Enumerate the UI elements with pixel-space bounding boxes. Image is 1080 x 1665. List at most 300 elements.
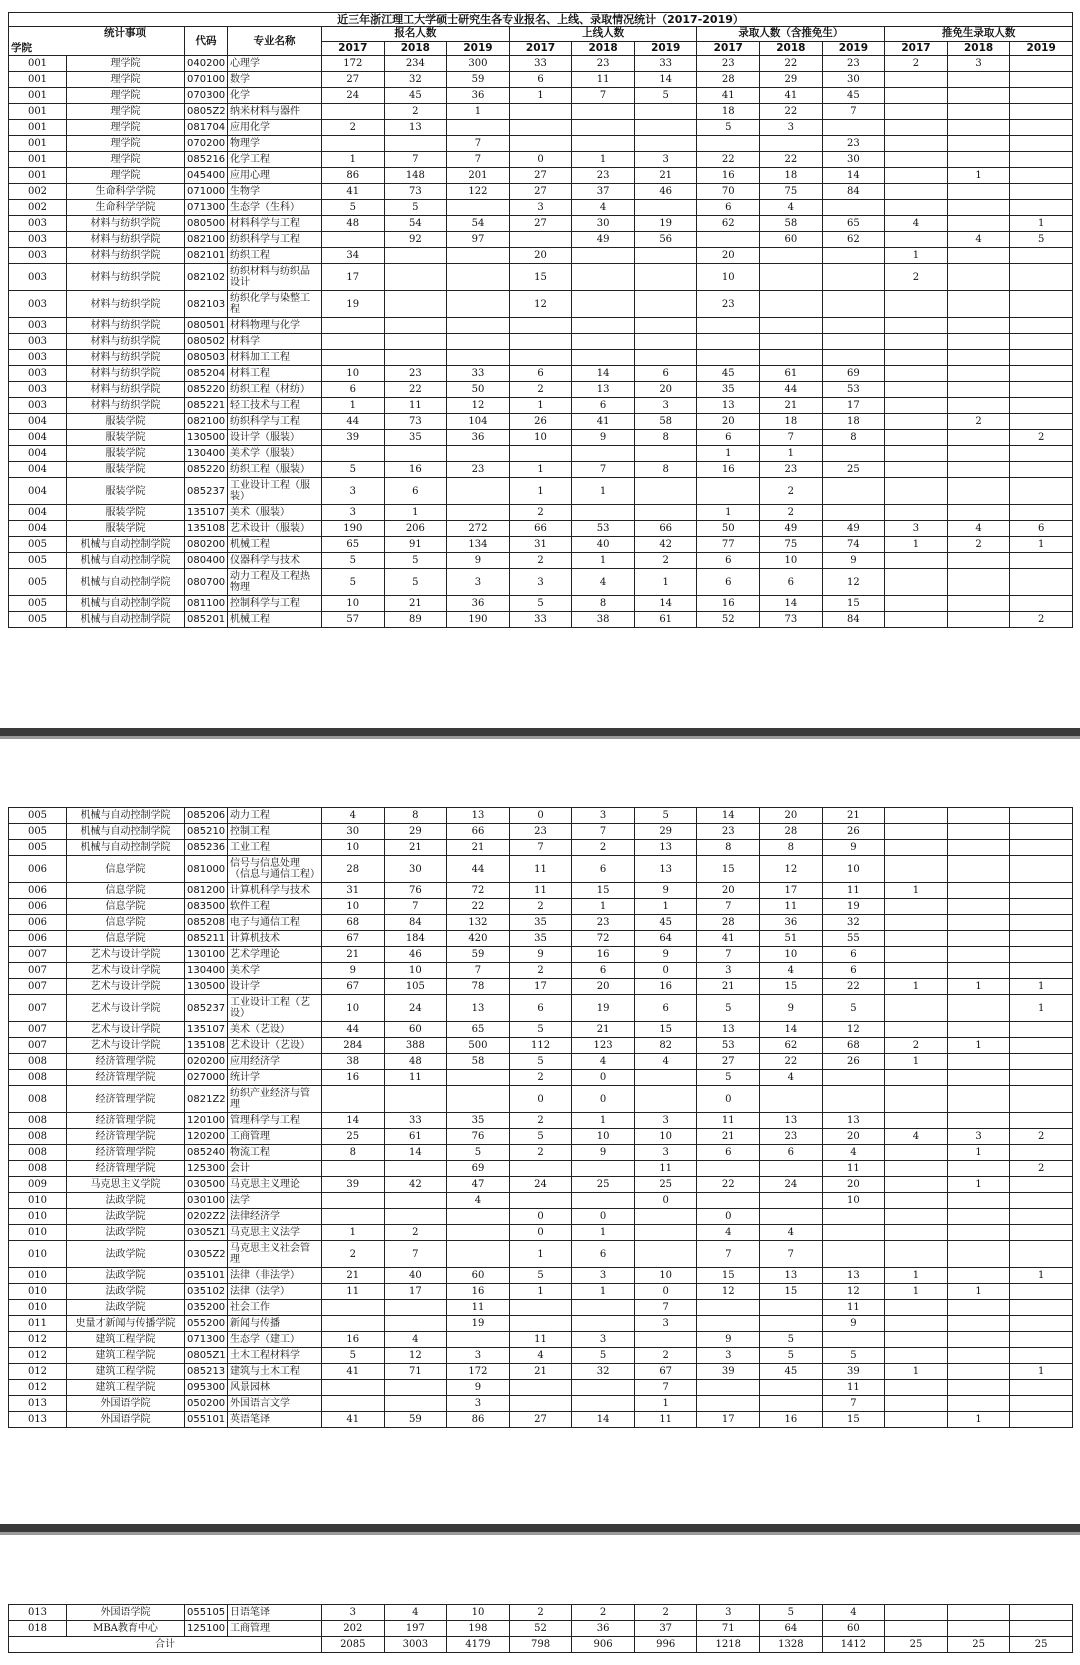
recommended-2017-cell bbox=[885, 1086, 948, 1113]
admitted-2018-cell: 22 bbox=[760, 152, 823, 168]
admitted-2019-cell: 68 bbox=[822, 1038, 885, 1054]
recommended-2017-cell bbox=[885, 1022, 948, 1038]
recommended-2017-cell: 3 bbox=[885, 521, 948, 537]
major-name-cell: 生物学 bbox=[228, 184, 322, 200]
admitted-2019-cell bbox=[822, 478, 885, 505]
recommended-2017-cell bbox=[885, 200, 948, 216]
college-code-cell: 002 bbox=[9, 200, 67, 216]
applicants-2017-cell: 41 bbox=[322, 1412, 385, 1428]
passed-2019-cell: 3 bbox=[634, 1145, 697, 1161]
college-name-cell: 法政学院 bbox=[67, 1284, 185, 1300]
applicants-2019-cell: 36 bbox=[447, 596, 510, 612]
passed-2018-cell: 2 bbox=[572, 840, 635, 856]
recommended-2018-cell bbox=[947, 1348, 1010, 1364]
passed-2017-cell: 27 bbox=[509, 216, 572, 232]
recommended-2019-cell: 1 bbox=[1010, 1364, 1073, 1380]
applicants-2019-cell bbox=[447, 291, 510, 318]
applicants-2017-cell: 25 bbox=[322, 1129, 385, 1145]
admitted-2017-cell: 27 bbox=[697, 1054, 760, 1070]
total-cell: 3003 bbox=[384, 1637, 447, 1653]
passed-2017-cell: 1 bbox=[509, 1241, 572, 1268]
applicants-2018-cell: 42 bbox=[384, 1177, 447, 1193]
major-code-cell: 045400 bbox=[185, 168, 228, 184]
recommended-2019-cell bbox=[1010, 264, 1073, 291]
admitted-2019-cell: 26 bbox=[822, 1054, 885, 1070]
applicants-2019-cell: 10 bbox=[447, 1605, 510, 1621]
passed-2019-cell: 45 bbox=[634, 915, 697, 931]
applicants-2017-cell: 3 bbox=[322, 478, 385, 505]
applicants-2017-cell: 67 bbox=[322, 979, 385, 995]
recommended-2018-cell bbox=[947, 350, 1010, 366]
passed-2019-cell: 11 bbox=[634, 1161, 697, 1177]
recommended-2017-cell bbox=[885, 1241, 948, 1268]
recommended-2019-cell: 5 bbox=[1010, 232, 1073, 248]
passed-2018-cell: 7 bbox=[572, 462, 635, 478]
applicants-2018-cell: 89 bbox=[384, 612, 447, 628]
recommended-2019-cell bbox=[1010, 334, 1073, 350]
college-code-cell: 011 bbox=[9, 1316, 67, 1332]
major-code-cell: 082103 bbox=[185, 291, 228, 318]
admitted-2017-cell: 8 bbox=[697, 840, 760, 856]
passed-2018-cell: 11 bbox=[572, 72, 635, 88]
applicants-2019-cell: 50 bbox=[447, 382, 510, 398]
admitted-2019-cell: 7 bbox=[822, 104, 885, 120]
passed-2017-cell: 35 bbox=[509, 915, 572, 931]
passed-2019-cell: 14 bbox=[634, 72, 697, 88]
passed-2017-cell: 2 bbox=[509, 505, 572, 521]
recommended-2017-cell bbox=[885, 1225, 948, 1241]
major-name-cell: 生态学（建工） bbox=[228, 1332, 322, 1348]
recommended-2019-cell bbox=[1010, 915, 1073, 931]
recommended-2018-cell bbox=[947, 1113, 1010, 1129]
college-code-cell: 001 bbox=[9, 88, 67, 104]
passed-2019-cell: 61 bbox=[634, 612, 697, 628]
major-name-cell: 仪器科学与技术 bbox=[228, 553, 322, 569]
college-name-cell: 机械与自动控制学院 bbox=[67, 569, 185, 596]
college-name-cell: 理学院 bbox=[67, 72, 185, 88]
admitted-2018-cell: 4 bbox=[760, 963, 823, 979]
passed-2018-cell: 1 bbox=[572, 1284, 635, 1300]
applicants-2018-cell: 76 bbox=[384, 883, 447, 899]
admitted-2018-cell bbox=[760, 136, 823, 152]
recommended-2018-cell bbox=[947, 1054, 1010, 1070]
passed-2019-cell: 20 bbox=[634, 382, 697, 398]
recommended-2019-cell: 1 bbox=[1010, 216, 1073, 232]
applicants-2017-cell bbox=[322, 1316, 385, 1332]
applicants-2018-cell: 73 bbox=[384, 414, 447, 430]
college-name-cell: 经济管理学院 bbox=[67, 1145, 185, 1161]
admitted-2017-cell: 3 bbox=[697, 1348, 760, 1364]
table-row bbox=[9, 291, 1073, 318]
college-name-cell: 信息学院 bbox=[67, 931, 185, 947]
passed-2017-cell: 112 bbox=[509, 1038, 572, 1054]
college-name-cell: 外国语学院 bbox=[67, 1412, 185, 1428]
major-code-cell: 081100 bbox=[185, 596, 228, 612]
passed-2017-cell: 27 bbox=[509, 1412, 572, 1428]
passed-2017-cell: 11 bbox=[509, 856, 572, 883]
applicants-2017-cell: 11 bbox=[322, 1284, 385, 1300]
college-name-cell: 理学院 bbox=[67, 56, 185, 72]
passed-2018-cell: 38 bbox=[572, 612, 635, 628]
admitted-2018-cell: 10 bbox=[760, 947, 823, 963]
college-name-cell: 生命科学学院 bbox=[67, 184, 185, 200]
major-name-cell: 美术（艺设） bbox=[228, 1022, 322, 1038]
applicants-2019-cell: 19 bbox=[447, 1316, 510, 1332]
table-row bbox=[9, 963, 1073, 979]
table-row bbox=[9, 184, 1073, 200]
admitted-2018-cell: 22 bbox=[760, 104, 823, 120]
table-row bbox=[9, 248, 1073, 264]
recommended-2019-cell bbox=[1010, 152, 1073, 168]
passed-2017-cell: 9 bbox=[509, 947, 572, 963]
major-name-cell: 数学 bbox=[228, 72, 322, 88]
college-name-cell: 法政学院 bbox=[67, 1300, 185, 1316]
passed-2017-cell: 6 bbox=[509, 366, 572, 382]
admitted-2019-cell: 53 bbox=[822, 382, 885, 398]
applicants-2017-cell bbox=[322, 1300, 385, 1316]
passed-2018-cell: 9 bbox=[572, 1145, 635, 1161]
passed-2019-cell bbox=[634, 318, 697, 334]
applicants-2017-cell: 34 bbox=[322, 248, 385, 264]
year-header: 2018 bbox=[760, 41, 823, 56]
college-name-cell: 外国语学院 bbox=[67, 1605, 185, 1621]
passed-2019-cell: 3 bbox=[634, 152, 697, 168]
passed-2018-cell: 15 bbox=[572, 883, 635, 899]
major-name-cell: 美术学 bbox=[228, 963, 322, 979]
total-cell: 2085 bbox=[322, 1637, 385, 1653]
applicants-2018-cell: 61 bbox=[384, 1129, 447, 1145]
applicants-2018-cell: 29 bbox=[384, 824, 447, 840]
college-name-cell: 材料与纺织学院 bbox=[67, 382, 185, 398]
passed-2017-cell: 2 bbox=[509, 899, 572, 915]
table-row bbox=[9, 1193, 1073, 1209]
applicants-2019-cell: 172 bbox=[447, 1364, 510, 1380]
college-code-cell: 002 bbox=[9, 184, 67, 200]
applicants-2017-cell bbox=[322, 1086, 385, 1113]
admitted-2018-cell: 13 bbox=[760, 1113, 823, 1129]
admitted-2019-cell bbox=[822, 264, 885, 291]
major-code-cell: 080503 bbox=[185, 350, 228, 366]
passed-2019-cell: 13 bbox=[634, 856, 697, 883]
recommended-2019-cell bbox=[1010, 72, 1073, 88]
major-code-cell: 071300 bbox=[185, 200, 228, 216]
recommended-2018-cell bbox=[947, 446, 1010, 462]
passed-2018-cell: 25 bbox=[572, 1177, 635, 1193]
passed-2018-cell: 4 bbox=[572, 1054, 635, 1070]
recommended-2019-cell bbox=[1010, 1022, 1073, 1038]
recommended-2019-cell bbox=[1010, 398, 1073, 414]
passed-2019-cell: 0 bbox=[634, 1193, 697, 1209]
passed-2019-cell: 14 bbox=[634, 596, 697, 612]
year-header: 2017 bbox=[697, 41, 760, 56]
major-code-cell: 0821Z2 bbox=[185, 1086, 228, 1113]
major-code-cell: 035102 bbox=[185, 1284, 228, 1300]
table-row bbox=[9, 136, 1073, 152]
major-name-cell: 生态学（生科） bbox=[228, 200, 322, 216]
college-code-cell: 008 bbox=[9, 1161, 67, 1177]
admitted-2019-cell: 20 bbox=[822, 1177, 885, 1193]
applicants-2018-cell: 206 bbox=[384, 521, 447, 537]
passed-2019-cell: 21 bbox=[634, 168, 697, 184]
applicants-2017-cell: 284 bbox=[322, 1038, 385, 1054]
applicants-2017-cell: 24 bbox=[322, 88, 385, 104]
applicants-2017-cell bbox=[322, 350, 385, 366]
applicants-2019-cell: 16 bbox=[447, 1284, 510, 1300]
college-code-cell: 003 bbox=[9, 264, 67, 291]
applicants-2018-cell: 35 bbox=[384, 430, 447, 446]
table-row bbox=[9, 1022, 1073, 1038]
admitted-2018-cell: 64 bbox=[760, 1621, 823, 1637]
table-row bbox=[9, 1332, 1073, 1348]
applicants-2018-cell bbox=[384, 248, 447, 264]
passed-2017-cell: 3 bbox=[509, 200, 572, 216]
college-name-cell: 服装学院 bbox=[67, 478, 185, 505]
college-name-cell: 建筑工程学院 bbox=[67, 1364, 185, 1380]
admitted-2017-cell: 28 bbox=[697, 915, 760, 931]
college-code-cell: 004 bbox=[9, 414, 67, 430]
admitted-2019-cell: 15 bbox=[822, 1412, 885, 1428]
applicants-2019-cell: 13 bbox=[447, 808, 510, 824]
admitted-2017-cell: 6 bbox=[697, 569, 760, 596]
admitted-2018-cell bbox=[760, 1396, 823, 1412]
passed-2017-cell: 31 bbox=[509, 537, 572, 553]
admitted-2019-cell: 20 bbox=[822, 1129, 885, 1145]
passed-2019-cell: 64 bbox=[634, 931, 697, 947]
recommended-2018-cell bbox=[947, 553, 1010, 569]
admitted-2019-cell: 15 bbox=[822, 596, 885, 612]
admitted-2019-cell: 9 bbox=[822, 1316, 885, 1332]
passed-2017-cell bbox=[509, 1161, 572, 1177]
recommended-2017-cell bbox=[885, 1070, 948, 1086]
recommended-2017-cell bbox=[885, 553, 948, 569]
passed-2019-cell: 42 bbox=[634, 537, 697, 553]
recommended-2017-cell bbox=[885, 1396, 948, 1412]
recommended-2019-cell bbox=[1010, 350, 1073, 366]
applicants-2019-cell: 134 bbox=[447, 537, 510, 553]
applicants-2019-cell bbox=[447, 200, 510, 216]
college-code-cell: 013 bbox=[9, 1396, 67, 1412]
applicants-2017-cell: 44 bbox=[322, 1022, 385, 1038]
college-code-cell: 007 bbox=[9, 947, 67, 963]
major-name-cell: 法律经济学 bbox=[228, 1209, 322, 1225]
passed-2019-cell: 5 bbox=[634, 88, 697, 104]
recommended-2019-cell bbox=[1010, 947, 1073, 963]
passed-2019-cell: 6 bbox=[634, 995, 697, 1022]
applicants-2019-cell: 420 bbox=[447, 931, 510, 947]
applicants-2019-cell: 35 bbox=[447, 1113, 510, 1129]
major-code-cell: 0305Z2 bbox=[185, 1241, 228, 1268]
admitted-2018-cell: 2 bbox=[760, 478, 823, 505]
admitted-2018-cell: 6 bbox=[760, 1145, 823, 1161]
major-name-cell: 纺织材料与纺织品设计 bbox=[228, 264, 322, 291]
passed-2019-cell: 5 bbox=[634, 808, 697, 824]
applicants-2018-cell: 105 bbox=[384, 979, 447, 995]
recommended-2017-cell bbox=[885, 1605, 948, 1621]
passed-2018-cell bbox=[572, 1316, 635, 1332]
recommended-2017-cell bbox=[885, 184, 948, 200]
table-row bbox=[9, 840, 1073, 856]
college-name-cell: 服装学院 bbox=[67, 462, 185, 478]
recommended-2019-cell: 1 bbox=[1010, 537, 1073, 553]
admitted-2017-cell: 18 bbox=[697, 104, 760, 120]
passed-2017-cell: 35 bbox=[509, 931, 572, 947]
passed-2017-cell: 33 bbox=[509, 56, 572, 72]
passed-2018-cell: 10 bbox=[572, 1129, 635, 1145]
applicants-2017-cell: 5 bbox=[322, 569, 385, 596]
college-code-cell: 007 bbox=[9, 1022, 67, 1038]
recommended-2019-cell bbox=[1010, 1348, 1073, 1364]
major-code-cell: 120100 bbox=[185, 1113, 228, 1129]
passed-2018-cell bbox=[572, 505, 635, 521]
college-code-cell: 004 bbox=[9, 430, 67, 446]
recommended-2018-cell bbox=[947, 1396, 1010, 1412]
applicants-2018-cell: 388 bbox=[384, 1038, 447, 1054]
admitted-2018-cell: 4 bbox=[760, 200, 823, 216]
admitted-2017-cell: 28 bbox=[697, 72, 760, 88]
admitted-2019-cell bbox=[822, 1225, 885, 1241]
college-name-cell: 艺术与设计学院 bbox=[67, 979, 185, 995]
passed-2017-cell: 4 bbox=[509, 1348, 572, 1364]
admitted-2017-cell bbox=[697, 350, 760, 366]
passed-2018-cell bbox=[572, 318, 635, 334]
major-name-cell: 纺织科学与工程 bbox=[228, 232, 322, 248]
admitted-2017-cell: 6 bbox=[697, 553, 760, 569]
passed-2019-cell bbox=[634, 136, 697, 152]
college-code-cell: 004 bbox=[9, 521, 67, 537]
college-name-cell: 机械与自动控制学院 bbox=[67, 840, 185, 856]
recommended-2018-cell bbox=[947, 248, 1010, 264]
major-code-cell: 081704 bbox=[185, 120, 228, 136]
college-code-cell: 003 bbox=[9, 291, 67, 318]
passed-2019-cell bbox=[634, 200, 697, 216]
recommended-2018-cell bbox=[947, 1380, 1010, 1396]
passed-2018-cell bbox=[572, 136, 635, 152]
admitted-2019-cell: 5 bbox=[822, 1348, 885, 1364]
passed-2019-cell: 8 bbox=[634, 462, 697, 478]
college-name-cell: 史量才新闻与传播学院 bbox=[67, 1316, 185, 1332]
major-code-cell: 027000 bbox=[185, 1070, 228, 1086]
admitted-2019-cell: 4 bbox=[822, 1145, 885, 1161]
passed-2017-cell: 0 bbox=[509, 1209, 572, 1225]
admitted-2019-cell: 22 bbox=[822, 979, 885, 995]
passed-2018-cell: 0 bbox=[572, 1070, 635, 1086]
total-cell: 4179 bbox=[447, 1637, 510, 1653]
applicants-2018-cell: 148 bbox=[384, 168, 447, 184]
passed-2017-cell bbox=[509, 1316, 572, 1332]
applicants-2018-cell: 14 bbox=[384, 1145, 447, 1161]
applicants-2018-cell bbox=[384, 1209, 447, 1225]
table-row bbox=[9, 1284, 1073, 1300]
college-code-cell: 018 bbox=[9, 1621, 67, 1637]
applicants-2018-cell: 21 bbox=[384, 840, 447, 856]
recommended-2019-cell bbox=[1010, 291, 1073, 318]
passed-2017-cell: 2 bbox=[509, 1605, 572, 1621]
college-name-cell: 理学院 bbox=[67, 120, 185, 136]
applicants-2019-cell bbox=[447, 1241, 510, 1268]
recommended-2018-cell: 4 bbox=[947, 232, 1010, 248]
admitted-2019-cell: 69 bbox=[822, 366, 885, 382]
table-row bbox=[9, 264, 1073, 291]
applicants-2019-cell: 7 bbox=[447, 963, 510, 979]
admission-table-page-1 bbox=[8, 12, 1073, 628]
admitted-2019-cell: 11 bbox=[822, 1300, 885, 1316]
recommended-2018-cell: 1 bbox=[947, 1038, 1010, 1054]
recommended-2019-cell bbox=[1010, 1070, 1073, 1086]
admitted-2019-cell: 13 bbox=[822, 1113, 885, 1129]
passed-2019-cell bbox=[634, 1241, 697, 1268]
table-row bbox=[9, 1621, 1073, 1637]
passed-2017-cell: 24 bbox=[509, 1177, 572, 1193]
applicants-2017-cell bbox=[322, 104, 385, 120]
college-name-cell: 机械与自动控制学院 bbox=[67, 808, 185, 824]
recommended-2019-cell bbox=[1010, 366, 1073, 382]
applicants-2018-cell: 54 bbox=[384, 216, 447, 232]
admitted-2018-cell: 28 bbox=[760, 824, 823, 840]
passed-2017-cell: 12 bbox=[509, 291, 572, 318]
passed-2018-cell: 16 bbox=[572, 947, 635, 963]
applicants-2017-cell bbox=[322, 136, 385, 152]
passed-2017-cell: 0 bbox=[509, 152, 572, 168]
major-code-cell: 080501 bbox=[185, 318, 228, 334]
major-code-cell: 130100 bbox=[185, 947, 228, 963]
passed-2019-cell: 10 bbox=[634, 1129, 697, 1145]
applicants-2018-cell bbox=[384, 1316, 447, 1332]
major-name-cell: 纺织产业经济与管理 bbox=[228, 1086, 322, 1113]
passed-2019-cell: 0 bbox=[634, 1284, 697, 1300]
passed-2019-cell bbox=[634, 248, 697, 264]
applicants-2017-cell: 17 bbox=[322, 264, 385, 291]
year-header: 2019 bbox=[634, 41, 697, 56]
table-row bbox=[9, 824, 1073, 840]
recommended-2019-cell bbox=[1010, 88, 1073, 104]
college-code-cell: 010 bbox=[9, 1268, 67, 1284]
recommended-2018-cell bbox=[947, 1364, 1010, 1380]
recommended-2019-cell bbox=[1010, 478, 1073, 505]
applicants-2017-cell bbox=[322, 318, 385, 334]
recommended-2018-cell bbox=[947, 152, 1010, 168]
recommended-2019-cell: 2 bbox=[1010, 1129, 1073, 1145]
passed-2019-cell: 16 bbox=[634, 979, 697, 995]
applicants-2017-cell: 3 bbox=[322, 505, 385, 521]
total-cell: 1328 bbox=[760, 1637, 823, 1653]
admitted-2019-cell bbox=[822, 248, 885, 264]
admitted-2018-cell: 22 bbox=[760, 56, 823, 72]
passed-2018-cell bbox=[572, 104, 635, 120]
college-name-cell: 艺术与设计学院 bbox=[67, 947, 185, 963]
major-code-cell: 083500 bbox=[185, 899, 228, 915]
table-row bbox=[9, 1054, 1073, 1070]
major-name-cell: 纺织工程 bbox=[228, 248, 322, 264]
admitted-2018-cell: 6 bbox=[760, 569, 823, 596]
recommended-2017-cell bbox=[885, 1177, 948, 1193]
recommended-2018-cell: 4 bbox=[947, 521, 1010, 537]
major-code-cell: 080400 bbox=[185, 553, 228, 569]
recommended-2017-cell: 1 bbox=[885, 1284, 948, 1300]
recommended-2019-cell bbox=[1010, 1113, 1073, 1129]
applicants-2019-cell: 78 bbox=[447, 979, 510, 995]
admitted-2019-cell bbox=[822, 291, 885, 318]
admitted-2017-cell: 10 bbox=[697, 264, 760, 291]
college-code-cell: 001 bbox=[9, 56, 67, 72]
passed-2017-cell: 3 bbox=[509, 569, 572, 596]
college-name-cell: 艺术与设计学院 bbox=[67, 995, 185, 1022]
applicants-2018-cell: 7 bbox=[384, 152, 447, 168]
passed-2017-cell: 6 bbox=[509, 995, 572, 1022]
passed-2017-cell bbox=[509, 334, 572, 350]
applicants-2019-cell: 11 bbox=[447, 1300, 510, 1316]
college-name-cell: 马克思主义学院 bbox=[67, 1177, 185, 1193]
admitted-2019-cell: 17 bbox=[822, 398, 885, 414]
